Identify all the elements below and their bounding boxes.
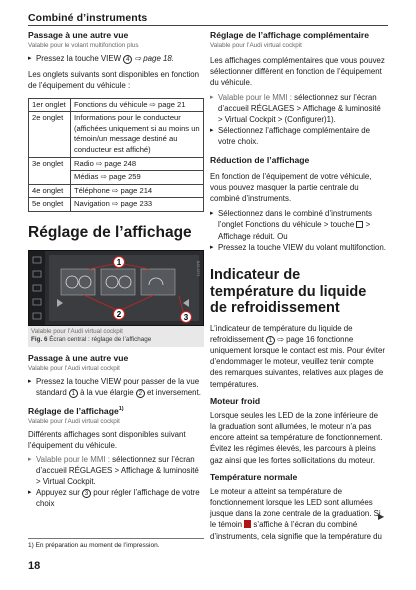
table-row xyxy=(29,157,204,171)
paragraph: Les onglets suivants sont disponibles en fonction de l’équipement du véhicule : xyxy=(28,70,200,91)
continue-arrow-icon: ▶ xyxy=(378,512,385,521)
callout-number: 1 xyxy=(69,389,78,398)
callout-number: 1 xyxy=(266,336,275,345)
bullet-text: à la vue élargie xyxy=(77,388,136,398)
paragraph: Les affichages complémentaires que vous pouvez sélectionner diffèrent en fonction de l’équipement du véhicule. xyxy=(210,56,385,88)
figure-code: BAT-0373 xyxy=(196,260,200,277)
section-title: Réglage de l’affichage complémentaire xyxy=(210,30,370,40)
section-title: Température normale xyxy=(210,471,298,482)
table-cell: Téléphone ⇨ page 214 xyxy=(71,184,204,198)
caption-text: Écran central : réglage de l’affichage xyxy=(47,336,152,344)
table-row xyxy=(29,112,204,157)
table-cell: Navigation ⇨ page 233 xyxy=(71,198,204,212)
paragraph-text: s’affiche à l’écran du combiné d’instruments, cela signifie que la température du xyxy=(210,520,382,541)
table-row xyxy=(29,184,204,198)
chapter-title: Réglage de l’affichage xyxy=(28,223,192,241)
callout-label: 3 xyxy=(183,312,189,322)
callout-number: 2 xyxy=(136,389,145,398)
tabs-table xyxy=(28,98,204,212)
callout-number: 3 xyxy=(82,489,91,498)
table-cell: 4e onglet xyxy=(29,184,71,198)
validity-note: Valable pour l’Audi virtual cockpit xyxy=(28,418,120,426)
title-text: Réglage de l’affichage xyxy=(28,406,119,417)
table-cell: Médias ⇨ page 259 xyxy=(71,171,204,185)
bullet-text: pour régler l’affichage de votre choix xyxy=(36,488,200,509)
paragraph: Différents affichages sont disponibles suivant l’équipement du véhicule. xyxy=(28,430,186,451)
page-ref[interactable]: ⇨ page 18. xyxy=(132,54,174,63)
instruction-bullet xyxy=(210,92,386,126)
left-column xyxy=(28,30,204,510)
table-cell: 1er onglet xyxy=(29,98,71,112)
paragraph-text: L’indicateur de température du liquide de refroidissement xyxy=(210,323,353,344)
callout-label: 1 xyxy=(116,257,122,267)
table-cell: Radio ⇨ page 248 xyxy=(71,157,204,171)
table-row xyxy=(29,98,204,112)
paragraph-text: ⇨ page 16 fonctionne uniquement lorsque le contact est mis. Pour éviter d’endommager le moteur, veuillez tenir compte des remarques suivantes, relatives aux plages de températures. xyxy=(210,334,385,389)
bullet-text: Pressez la touche VIEW xyxy=(36,54,124,63)
figure-screen xyxy=(28,250,204,326)
chapter-title: Indicateur de température du liquide de refroidissement xyxy=(210,267,367,317)
bullet-text: sélectionnez sur l’écran d’accueil RÉGLAGES > Affichage & luminosité > Virtual Cockpit > (Configurer)1). xyxy=(218,92,381,125)
instruction-bullet xyxy=(28,376,204,398)
table-cell: 5e onglet xyxy=(29,198,71,212)
screen-sidebar xyxy=(29,251,45,325)
footnote-ref: 1) xyxy=(118,406,124,413)
table-cell: 3e onglet xyxy=(29,157,71,184)
bullet-validity: Valable pour le MMI : xyxy=(36,454,113,464)
paragraph xyxy=(210,323,386,390)
callout-label: 2 xyxy=(116,309,122,319)
section-title: Passage à une autre vue xyxy=(28,30,129,40)
bullet-validity: Valable pour le MMI : xyxy=(218,92,295,102)
footnote: 1) En préparation au moment de l’impression. xyxy=(28,538,204,549)
table-row xyxy=(29,198,204,212)
header-title: Combiné d’instruments xyxy=(28,12,148,24)
bullet-text: et inversement. xyxy=(144,388,201,398)
instruction-bullet: ▸ Pressez la touche VIEW du volant multifonction. xyxy=(210,242,386,253)
section-title: Réduction de l’affichage xyxy=(210,154,310,165)
table-cell: Fonctions du véhicule ⇨ page 21 xyxy=(71,98,204,112)
paragraph xyxy=(210,486,386,542)
bullet-text: sélectionnez sur l’écran d’accueil RÉGLAGES > Affichage & luminosité > Virtual Cockpit. xyxy=(36,454,199,487)
instruction-bullet: ▸ Sélectionnez l’affichage complémentaire de votre choix. xyxy=(210,125,386,147)
validity-note: Valable pour l’Audi virtual cockpit xyxy=(28,364,120,372)
bullet-text: > Affichage réduit. Ou xyxy=(218,220,371,241)
callout-number: 4 xyxy=(123,55,132,64)
page-number: 18 xyxy=(28,560,41,572)
paragraph: Lorsque seules les LED de la zone inférieure de la graduation sont allumées, le moteur n’a pas encore atteint sa température de fonctionnement. Évitez les régimes élevés, les parcours à pleins gaz ainsi que les fortes sollicitations du moteur. xyxy=(210,410,383,465)
bullet-text: Pressez la touche VIEW pour passer de la vue standard xyxy=(36,376,200,398)
section-title xyxy=(28,404,204,417)
figure-caption xyxy=(28,326,204,347)
instruction-bullet xyxy=(28,454,204,488)
screen-illustration xyxy=(29,251,203,325)
table-cell: Informations pour le conducteur (affichées uniquement si au moins un témoin/un message destiné au conducteur est affiché) xyxy=(71,112,204,157)
figure-label: Fig. 6 xyxy=(31,336,48,344)
table-cell: 2e onglet xyxy=(29,112,71,157)
section-title: Passage à une autre vue xyxy=(28,352,129,363)
section-title: Moteur froid xyxy=(210,395,261,406)
page-header xyxy=(28,8,388,26)
right-column xyxy=(210,30,386,542)
bullet-text: Sélectionnez dans le combiné d’instruments l’onglet Fonctions du véhicule > touche xyxy=(218,209,372,230)
validity-note: Valable pour l’Audi virtual cockpit xyxy=(210,42,302,49)
bullet-text: Appuyez sur xyxy=(36,488,83,498)
instruction-bullet xyxy=(28,487,204,509)
view-other xyxy=(141,269,175,295)
instruction-bullet xyxy=(210,208,386,242)
paragraph: En fonction de l’équipement de votre véhicule, vous pouvez masquer la partie centrale du combiné d’instruments. xyxy=(210,171,372,204)
caption-validity: Valable pour l’Audi virtual cockpit xyxy=(31,327,123,335)
paragraph-text: Le moteur a atteint sa température de fonctionnement lorsque les LED sont allumées jusque dans la zone centrale de la graduation. Si le témoin xyxy=(210,486,381,530)
validity-note: Valable pour le volant multifonction plus xyxy=(28,42,139,49)
instruction-bullet xyxy=(28,53,204,64)
